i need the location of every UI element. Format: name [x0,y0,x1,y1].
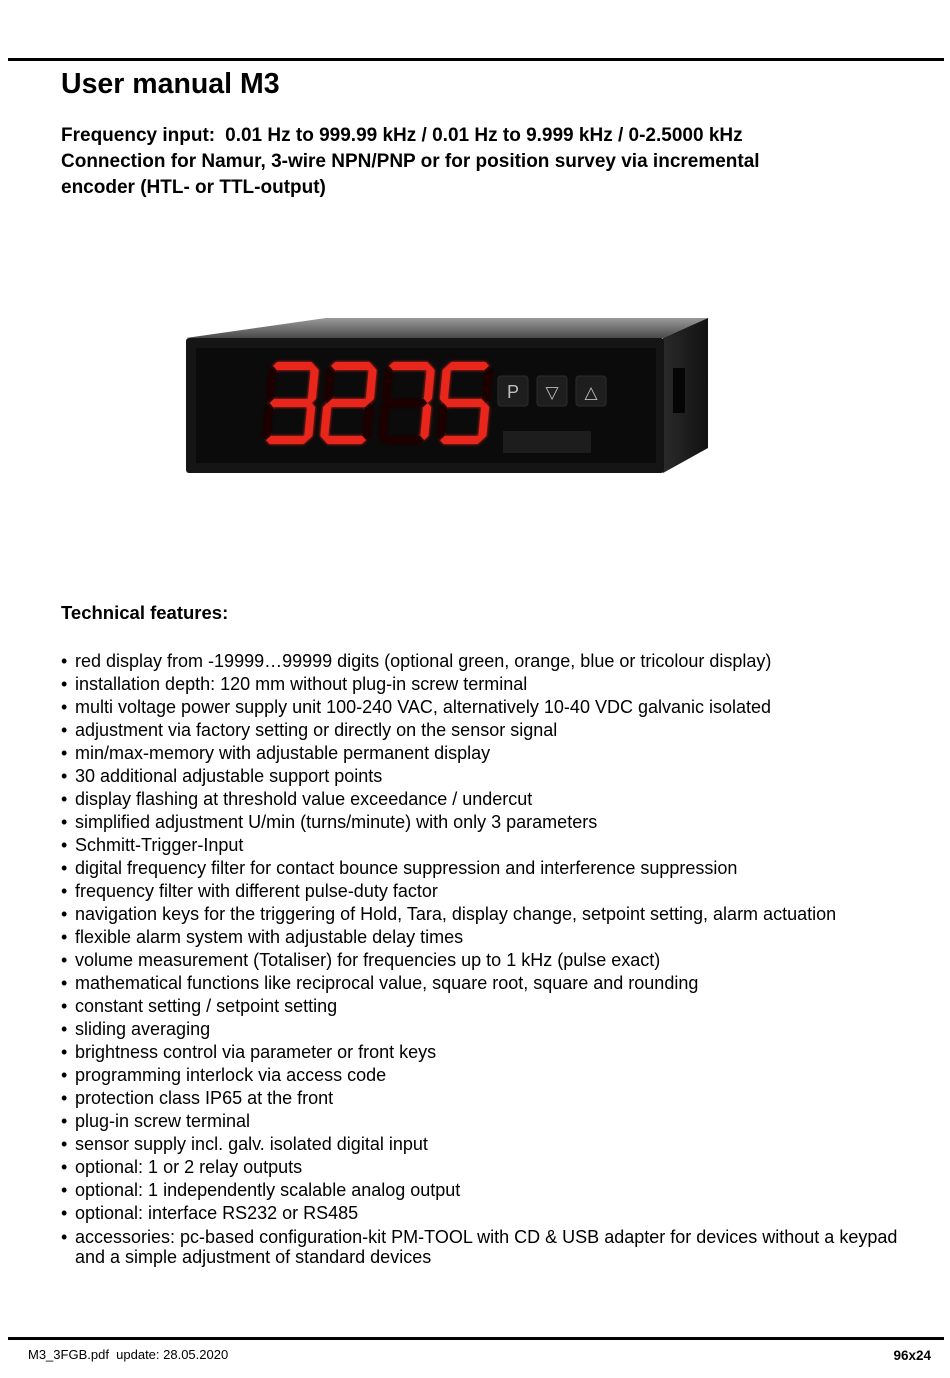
feature-item [61,1064,921,1087]
feature-text: protection class IP65 at the front [75,1088,334,1108]
feature-text: optional: interface RS232 or RS485 [75,1203,359,1223]
page-title: User manual M3 [61,68,280,100]
feature-text: volume measurement (Totaliser) for frequencies up to 1 kHz (pulse exact) [75,950,661,970]
bullet-icon: • [61,881,68,901]
feature-item [61,1179,921,1202]
feature-item [61,1018,921,1041]
feature-item [61,926,921,949]
display-segment [382,436,424,444]
subtitle-line-2: Connection for Namur, 3-wire NPN/PNP or for position survey via incremental [61,151,760,172]
feature-text: frequency filter with different pulse-duty factor [75,881,438,901]
feature-item [61,1202,921,1225]
feature-text: mathematical functions like reciprocal value, square root, square and rounding [75,973,699,993]
feature-item [61,972,921,995]
display-segment [447,362,489,370]
bullet-icon: • [61,743,68,763]
feature-text: multi voltage power supply unit 100-240 VAC, alternatively 10-40 VDC galvanic isolated [75,697,772,717]
triangle-down-icon: ▽ [545,383,559,403]
feature-item [61,857,921,880]
housing-top [186,318,708,338]
bullet-icon: • [61,904,68,924]
feature-text: accessories: pc-based configuration-kit PM-TOOL with CD & USB adapter for devices without a keypad and a simple adjustment of standard devices [75,1227,898,1267]
bullet-icon: • [61,789,68,809]
feature-text: adjustment via factory setting or directly on the sensor signal [75,720,558,740]
bullet-icon: • [61,996,68,1016]
bullet-icon: • [61,766,68,786]
feature-text: sensor supply incl. galv. isolated digital input [75,1134,428,1154]
bullet-icon: • [61,1065,68,1085]
bullet-icon: • [61,973,68,993]
feature-text: programming interlock via access code [75,1065,387,1085]
feature-text: optional: 1 independently scalable analog output [75,1180,461,1200]
display-segment [328,399,370,407]
feature-text: min/max-memory with adjustable permanent display [75,743,491,763]
bullet-icon: • [61,1180,68,1200]
display-segment [331,362,373,370]
display-segment [440,436,482,444]
feature-text: navigation keys for the triggering of Hold, Tara, display change, setpoint setting, alarm actuation [75,904,837,924]
feature-item [61,650,921,673]
display-segment [266,436,308,444]
bullet-icon: • [61,697,68,717]
bullet-icon: • [61,1019,68,1039]
feature-text: constant setting / setpoint setting [75,996,338,1016]
display-segment [386,399,428,407]
bullet-icon: • [61,835,68,855]
feature-item [61,742,921,765]
bullet-icon: • [61,950,68,970]
feature-item [61,696,921,719]
subtitle-label: Frequency input: [61,125,216,146]
bullet-icon: • [61,1111,68,1131]
triangle-up-icon: △ [584,383,598,403]
feature-item [61,1087,921,1110]
feature-item [61,1110,921,1133]
feature-text: brightness control via parameter or front keys [75,1042,437,1062]
bullet-icon: • [61,1203,68,1223]
feature-text: plug-in screw terminal [75,1111,251,1131]
display-segment [270,399,312,407]
feature-item [61,1041,921,1064]
bullet-icon: • [61,1227,68,1247]
feature-item [61,719,921,742]
side-latch [673,368,685,413]
feature-text: digital frequency filter for contact bounce suppression and interference suppression [75,858,738,878]
label-window [503,431,591,453]
subtitle [61,123,921,201]
feature-text: optional: 1 or 2 relay outputs [75,1157,303,1177]
bullet-icon: • [61,1088,68,1108]
feature-item [61,1225,921,1267]
bullet-icon: • [61,858,68,878]
feature-item [61,673,921,696]
display-segment [273,362,315,370]
bullet-icon: • [61,1134,68,1154]
subtitle-line-3: encoder (HTL- or TTL-output) [61,177,326,198]
feature-text: red display from -19999…99999 digits (optional green, orange, blue or tricolour display) [75,651,772,671]
display-segment [444,399,486,407]
bullet-icon: • [61,1157,68,1177]
feature-item [61,995,921,1018]
feature-text: simplified adjustment U/min (turns/minute) with only 3 parameters [75,812,598,832]
feature-item [61,788,921,811]
feature-text: 30 additional adjustable support points [75,766,383,786]
p-key-icon: P [506,382,520,402]
bullet-icon: • [61,651,68,671]
subtitle-line-1 [61,123,921,149]
feature-item [61,811,921,834]
features-list [61,650,921,1267]
feature-text: installation depth: 120 mm without plug-in screw terminal [75,674,528,694]
feature-text: sliding averaging [75,1019,211,1039]
feature-item [61,903,921,926]
display-segment [324,436,366,444]
subtitle-range: 0.01 Hz to 999.99 kHz / 0.01 Hz to 9.999 kHz / 0-2.5000 kHz [225,125,743,146]
bullet-icon: • [61,720,68,740]
footer-rule [8,1337,944,1340]
footer-size-label: 96x24 [893,1348,931,1363]
feature-item [61,765,921,788]
display-segment [389,362,431,370]
feature-text: Schmitt-Trigger-Input [75,835,244,855]
feature-item [61,949,921,972]
feature-text: flexible alarm system with adjustable delay times [75,927,464,947]
bullet-icon: • [61,812,68,832]
feature-item [61,880,921,903]
footer-file-info: M3_3FGB.pdf update: 28.05.2020 [28,1347,229,1362]
feature-item [61,1133,921,1156]
bullet-icon: • [61,927,68,947]
bullet-icon: • [61,1042,68,1062]
header-rule [8,58,944,61]
feature-item [61,1156,921,1179]
feature-item [61,834,921,857]
features-heading: Technical features: [61,602,229,623]
feature-text: display flashing at threshold value exceedance / undercut [75,789,533,809]
device-photo [178,308,710,476]
bullet-icon: • [61,674,68,694]
housing-side [663,318,708,473]
